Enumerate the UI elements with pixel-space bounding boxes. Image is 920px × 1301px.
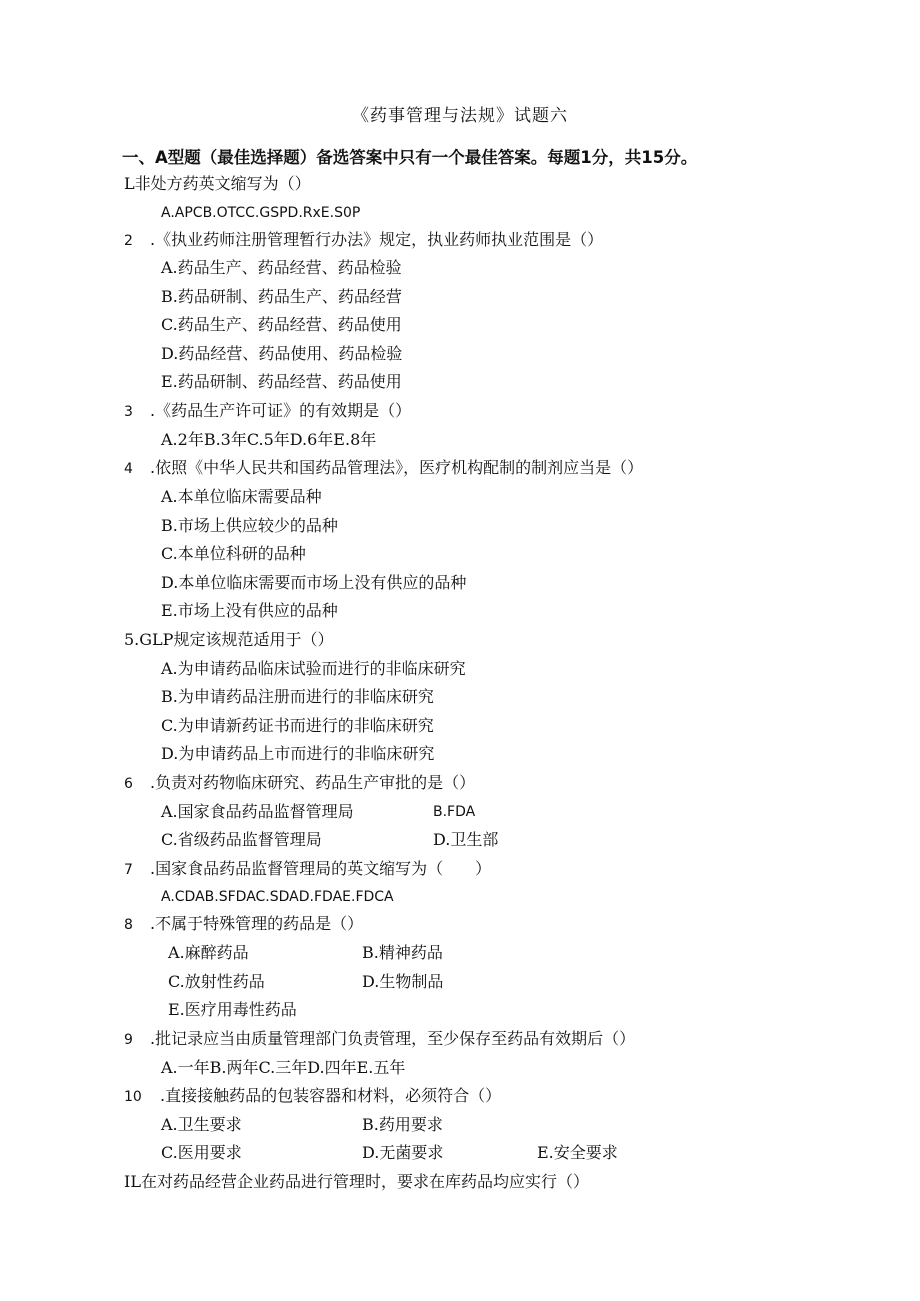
option: A.本单位临床需要品种 — [161, 487, 322, 506]
question-10 — [124, 1085, 501, 1108]
option: C.本单位科研的品种 — [161, 544, 306, 563]
option: B.药品研制、药品生产、药品经营 — [161, 287, 402, 306]
question-4 — [124, 457, 643, 480]
question-number: 3 — [124, 404, 133, 420]
question-number: 7 — [124, 862, 133, 878]
question-7 — [124, 858, 491, 881]
option: C.省级药品监督管理局 — [161, 830, 322, 849]
question-6 — [124, 772, 475, 795]
question-8 — [124, 913, 363, 936]
question-2 — [124, 229, 603, 252]
question-text: .《执业药师注册管理暂行办法》规定，执业药师执业范围是（） — [150, 230, 604, 249]
question-number: 2 — [124, 233, 133, 249]
question-text: .不属于特殊管理的药品是（） — [150, 914, 364, 933]
question-5: 5.GLP规定该规范适用于（） — [124, 630, 334, 649]
question-11: IL在对药品经营企业药品进行管理时，要求在库药品均应实行（） — [124, 1172, 589, 1191]
question-7-options: A.CDAB.SFDAC.SDAD.FDAE.FDCA — [161, 889, 394, 905]
option: C.药品生产、药品经营、药品使用 — [161, 315, 402, 334]
option: B.FDA — [433, 804, 476, 820]
question-text: .负责对药物临床研究、药品生产审批的是（） — [150, 773, 476, 792]
option: E.市场上没有供应的品种 — [161, 601, 338, 620]
option: C.放射性药品 — [168, 972, 265, 991]
option: B.市场上供应较少的品种 — [161, 516, 338, 535]
option: E.医疗用毒性药品 — [168, 1000, 297, 1019]
question-1-options: A.APCB.OTCC.GSPD.RxE.S0P — [161, 205, 361, 221]
question-text: .直接接触药品的包装容器和材料，必须符合（） — [160, 1086, 502, 1105]
option: D.生物制品 — [362, 972, 444, 991]
question-9-options: A.一年B.两年C.三年D.四年E.五年 — [161, 1058, 406, 1077]
option: A.药品生产、药品经营、药品检验 — [161, 258, 402, 277]
option: B.药用要求 — [362, 1115, 443, 1134]
option: C.为申请新药证书而进行的非临床研究 — [161, 716, 434, 735]
question-3-options: A.2年B.3年C.5年D.6年E.8年 — [161, 430, 377, 449]
option: A.为申请药品临床试验而进行的非临床研究 — [161, 659, 466, 678]
question-number: 4 — [124, 461, 133, 477]
question-number: 8 — [124, 917, 133, 933]
question-number: 6 — [124, 776, 133, 792]
question-3 — [124, 400, 411, 423]
question-number: 10 — [124, 1089, 142, 1105]
option: D.无菌要求 — [362, 1143, 444, 1162]
document-title: 《药事管理与法规》试题六 — [352, 106, 568, 126]
option: D.为申请药品上市而进行的非临床研究 — [161, 744, 435, 763]
option: B.为申请药品注册而进行的非临床研究 — [161, 687, 434, 706]
option: E.药品研制、药品经营、药品使用 — [161, 372, 402, 391]
question-text: .《药品生产许可证》的有效期是（） — [150, 401, 412, 420]
option: D.卫生部 — [433, 830, 499, 849]
option: C.医用要求 — [161, 1143, 242, 1162]
option: E.安全要求 — [537, 1143, 618, 1162]
question-number: 9 — [124, 1032, 133, 1048]
section-heading: 一、A型题（最佳选择题）备选答案中只有一个最佳答案。每题1分，共15分。 — [122, 148, 698, 167]
option: D.本单位临床需要而市场上没有供应的品种 — [161, 573, 467, 592]
question-text: .批记录应当由质量管理部门负责管理，至少保存至药品有效期后（） — [150, 1029, 636, 1048]
question-text: .依照《中华人民共和国药品管理法》，医疗机构配制的制剂应当是（） — [150, 458, 644, 477]
option: A.国家食品药品监督管理局 — [161, 802, 354, 821]
question-text: .国家食品药品监督管理局的英文缩写为（ ） — [150, 859, 492, 878]
question-1: L非处方药英文缩写为（） — [124, 174, 311, 193]
option: D.药品经营、药品使用、药品检验 — [161, 344, 403, 363]
option: B.精神药品 — [362, 943, 443, 962]
option: A.卫生要求 — [161, 1115, 242, 1134]
question-9 — [124, 1028, 635, 1051]
option: A.麻醉药品 — [168, 943, 249, 962]
